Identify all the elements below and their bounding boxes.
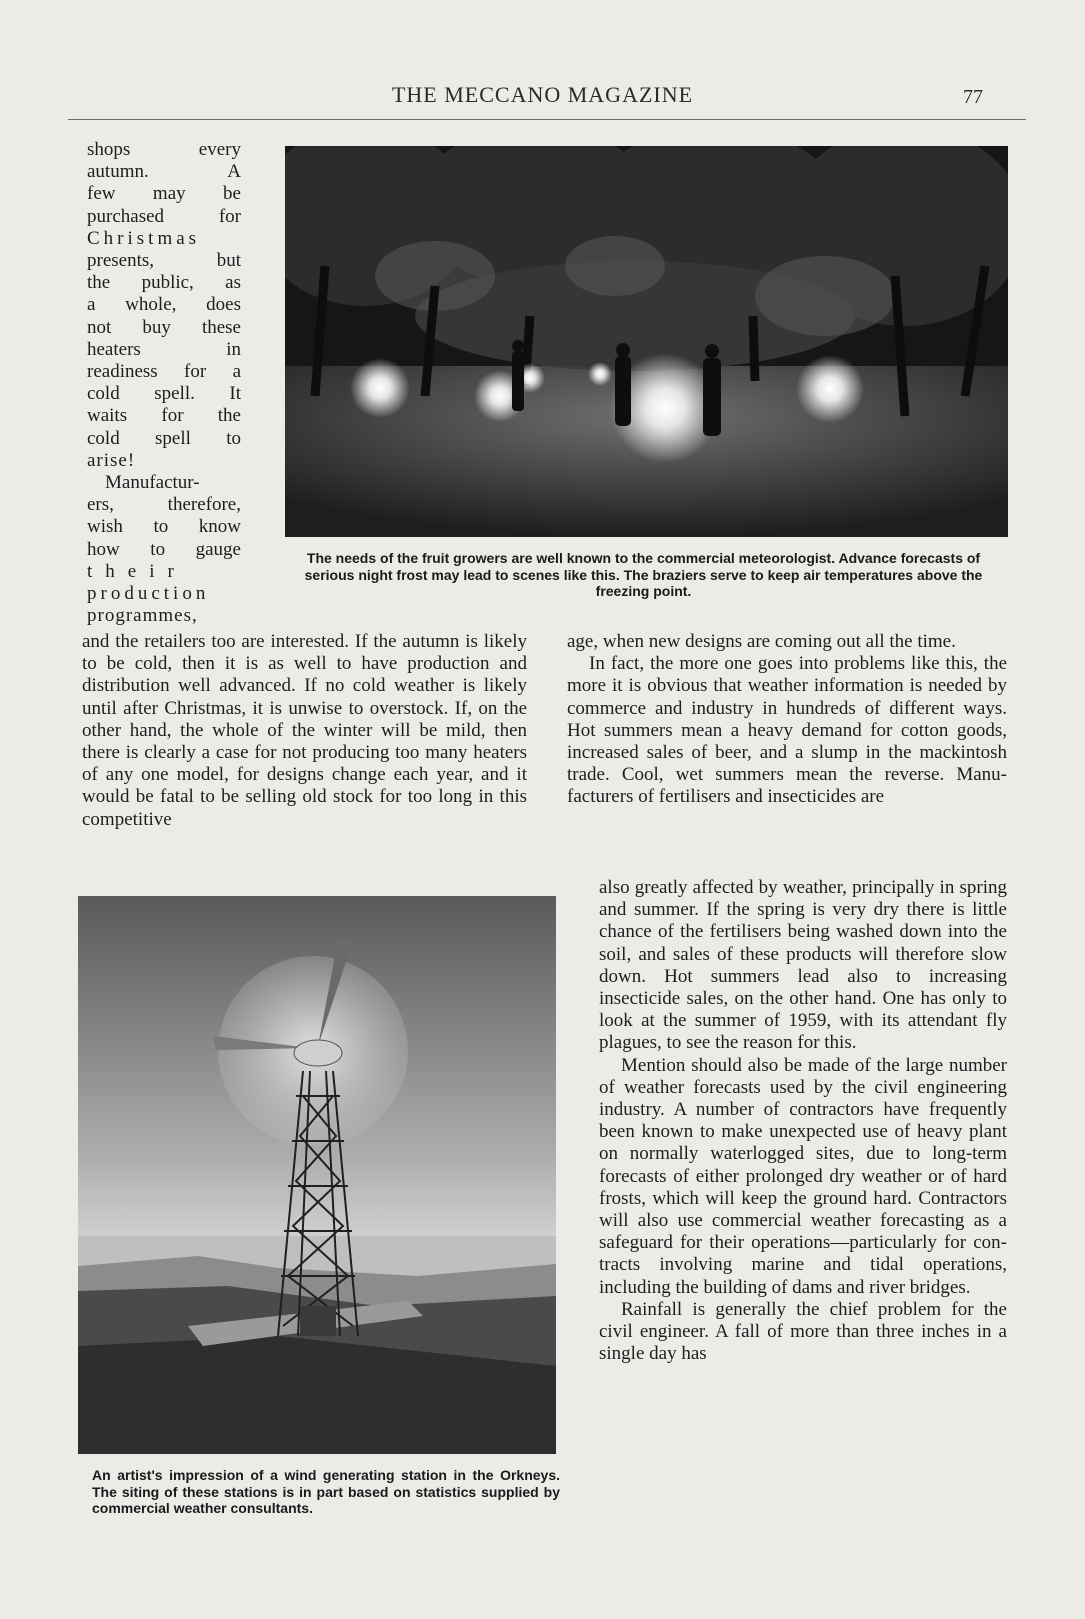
narrow-column-line: ers, therefore,	[87, 494, 241, 516]
narrow-column-line: the public, as	[87, 272, 241, 294]
narrow-column-line: shops every	[87, 139, 241, 160]
narrow-column-line: autumn. A	[87, 161, 241, 183]
left-column-paragraph: and the retailers too are interested. If the autumn is likely to be cold, then it is as well to have production and distribution well advanced. If no cold weather is likely until after Christmas, it is unwise to overstock. If, on the other hand, the whole of the winter will be mild, then there is clearly a case for not producing too many heaters of any one model, for designs change each year, and it would be fatal to be selling old stock for too long in this competitive	[82, 631, 527, 830]
narrow-column-line: not buy these	[87, 316, 241, 338]
narrow-column-line: presents, but	[87, 250, 241, 272]
narrow-column-line: Christmas	[87, 227, 201, 249]
wind-station-caption: An artist's impression of a wind generating station in the Orkneys. The siting of these stations is in part based on statistics supplied by commercial weather consultants.	[92, 1467, 560, 1516]
right-paragraph-3: also greatly affected by weather, principally in spring and summer. If the spring is very dry there is little chance of the fertilisers being washed down into the soil, and sales of these products will therefore slow down. Hot summers lead also to increasing insecticide sales, on the other hand. One has only to look at the summer of 1959, with its attendant fly plagues, to see the reason for this.	[599, 877, 1007, 1054]
narrow-column-line: arise!	[87, 449, 136, 471]
narrow-column-line: their	[87, 560, 187, 582]
narrow-column-line: readiness for a	[87, 361, 241, 383]
right-paragraph-1: age, when new designs are coming out all the time.	[567, 631, 956, 652]
wind-station-drawing	[78, 896, 556, 1454]
narrow-column-line: programmes,	[87, 605, 198, 627]
narrow-column-line: wish to know	[87, 516, 241, 538]
narrow-column-line: heaters in	[87, 338, 241, 360]
orchard-photo	[285, 146, 1008, 537]
narrow-column-line: waits for the	[87, 405, 241, 427]
left-text-column	[82, 631, 527, 831]
magazine-title: THE MECCANO MAGAZINE	[391, 82, 694, 107]
narrow-column-line: cold spell. It	[87, 383, 241, 405]
narrow-column-line: cold spell to	[87, 427, 241, 449]
right-paragraph-5: Rainfall is generally the chief problem for the civil engineer. A fall of more than three inches in a single day has	[599, 1298, 1007, 1365]
narrow-text-column	[87, 139, 241, 627]
header-rule	[68, 119, 1026, 120]
page-number: 77	[963, 86, 983, 108]
right-paragraph-2: In fact, the more one goes into problems like this, the more it is obvious that weather information is needed by commerce and industry in hundreds of different ways. Hot summers mean a heavy demand for cotton goods, increased sales of beer, and a slump in the mackintosh trade. Cool, wet summers mean the reverse. Manu-facturers of fertilisers and insecticides are	[567, 653, 1007, 808]
orchard-photo-caption: The needs of the fruit growers are well known to the commercial meteorologist. Advance forecasts of serious night frost may lead to scenes like this. The braziers serve to keep air temperatures above the freezing point.	[304, 550, 983, 599]
narrow-column-line: how to gauge	[87, 538, 241, 560]
right-text-column-bottom	[599, 877, 1007, 1365]
orchard-illustration	[285, 146, 1008, 537]
narrow-column-line: few may be	[87, 183, 241, 205]
right-text-column-top	[567, 631, 1007, 809]
narrow-column-line: production	[87, 583, 210, 605]
narrow-column-line: purchased for	[87, 205, 241, 227]
right-paragraph-4: Mention should also be made of the large number of weather forecasts used by the civil engineering industry. A number of contractors have frequently been known to make unexpected use of heavy plant on normally waterlogged sites, due to long-term forecasts of either prolonged dry weather or of hard frosts, which will keep the ground hard. Contractors will also use commercial weather forecasting as a safeguard for their operations—particularly for con-tracts involving marine and tidal operations, including the building of dams and river bridges.	[599, 1054, 1007, 1298]
narrow-column-line: Manufactur-	[105, 472, 200, 494]
narrow-column-line: a whole, does	[87, 294, 241, 316]
wind-station-illustration	[78, 896, 556, 1454]
